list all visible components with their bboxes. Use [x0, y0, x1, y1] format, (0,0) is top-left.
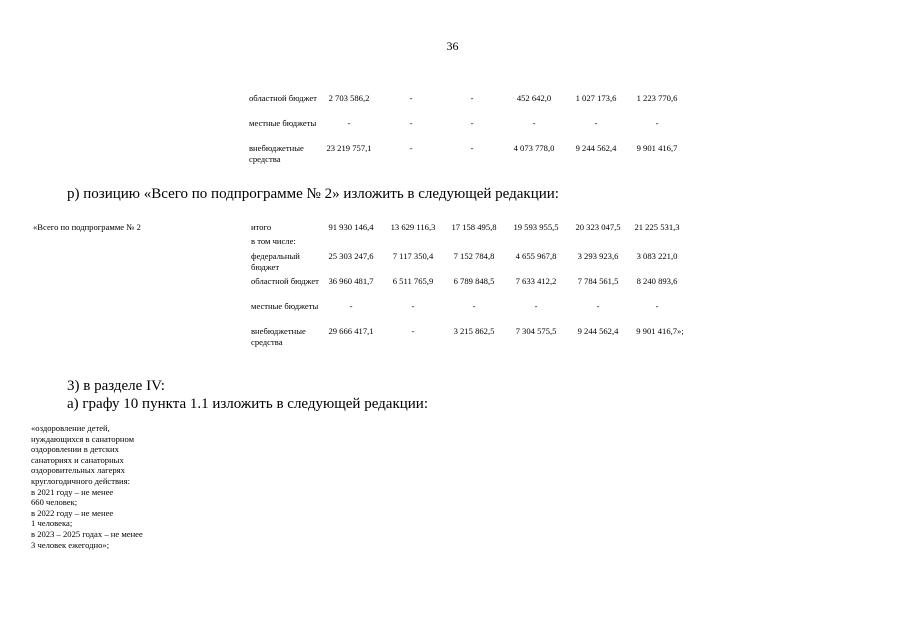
- cell-value: -: [409, 118, 413, 128]
- cell-value: 7 152 784,8: [453, 251, 495, 261]
- text-line: в 2022 году – не менее: [31, 507, 114, 518]
- paragraph-3: 3) в разделе IV:: [67, 378, 165, 394]
- cell-value: -: [532, 118, 536, 128]
- cell-value: 4 655 967,8: [515, 251, 557, 261]
- cell-value: 7 117 350,4: [392, 251, 434, 261]
- cell-value: 9 244 562,4: [577, 326, 619, 336]
- cell-value: 1 223 770,6: [636, 93, 678, 103]
- cell-value: -: [347, 118, 351, 128]
- cell-value: 23 219 757,1: [326, 143, 372, 153]
- row-label: итого: [251, 222, 272, 232]
- text-line: оздоровлении в детских: [31, 444, 119, 455]
- cell-value: 7 784 561,5: [577, 276, 619, 286]
- row-label: в том числе:: [251, 236, 296, 246]
- cell-value: -: [655, 301, 659, 311]
- row-label: областной бюджет: [249, 93, 317, 103]
- cell-value: 8 240 893,6: [636, 276, 678, 286]
- cell-value: 2 703 586,2: [328, 93, 370, 103]
- cell-value: -: [470, 143, 474, 153]
- cell-value: 7 304 575,5: [515, 326, 557, 336]
- page-number: 36: [446, 39, 459, 53]
- row-label: внебюджетные средства: [249, 143, 304, 164]
- cell-value: -: [472, 301, 476, 311]
- cell-value: 20 323 047,5: [575, 222, 621, 232]
- cell-value: -: [349, 301, 353, 311]
- cell-value: -: [596, 301, 600, 311]
- paragraph-r: р) позицию «Всего по подпрограмме № 2» изложить в следующей редакции:: [67, 186, 559, 202]
- text-line: круглогодичного действия:: [31, 475, 130, 486]
- column-10-text: [31, 423, 143, 550]
- cell-value: 19 593 955,5: [513, 222, 559, 232]
- cell-value: 3 083 221,0: [636, 251, 678, 261]
- cell-value: 9 244 562,4: [575, 143, 617, 153]
- cell-value: -: [594, 118, 598, 128]
- cell-value: 13 629 116,3: [390, 222, 436, 232]
- text-line: 3 человек ежегодно»;: [31, 539, 110, 550]
- text-line: «оздоровление детей,: [31, 423, 110, 433]
- row-label: федеральный бюджет: [251, 251, 300, 272]
- text-line: 1 человека;: [31, 518, 73, 529]
- text-line: оздоровительных лагерях: [31, 465, 125, 476]
- cell-value: 9 901 416,7: [636, 143, 678, 153]
- cell-value: 17 158 495,8: [451, 222, 497, 232]
- cell-value: 3 215 862,5: [453, 326, 495, 336]
- text-line: 660 человек;: [31, 497, 78, 508]
- cell-value: -: [411, 326, 415, 336]
- cell-value: 4 073 778,0: [513, 143, 555, 153]
- cell-value: -: [409, 143, 413, 153]
- cell-value: -: [470, 93, 474, 103]
- cell-value: 29 666 417,1: [328, 326, 374, 336]
- cell-value: -: [655, 118, 659, 128]
- cell-value: -: [411, 301, 415, 311]
- cell-value: 91 930 146,4: [328, 222, 374, 232]
- cell-value: 36 960 481,7: [328, 276, 374, 286]
- table-title: «Всего по подпрограмме № 2: [33, 222, 141, 232]
- cell-value: -: [409, 93, 413, 103]
- cell-value: 3 293 923,6: [577, 251, 619, 261]
- text-line: санаториях и санаторных: [31, 454, 124, 465]
- cell-value: 1 027 173,6: [575, 93, 617, 103]
- row-label: внебюджетные средства: [251, 326, 306, 347]
- cell-value: 452 642,0: [516, 93, 552, 103]
- row-label: местные бюджеты: [251, 301, 319, 311]
- cell-value: -: [534, 301, 538, 311]
- cell-value: 7 633 412,2: [515, 276, 557, 286]
- text-line: в 2021 году – не менее: [31, 486, 114, 497]
- cell-value: 25 303 247,6: [328, 251, 374, 261]
- text-line: нуждающихся в санаторном: [31, 433, 135, 444]
- row-label: областной бюджет: [251, 276, 319, 286]
- cell-value: 9 901 416,7»;: [636, 326, 684, 336]
- row-label: местные бюджеты: [249, 118, 317, 128]
- text-line: в 2023 – 2025 годах – не менее: [31, 528, 143, 539]
- cell-value: 21 225 531,3: [634, 222, 680, 232]
- cell-value: -: [470, 118, 474, 128]
- cell-value: 6 789 848,5: [453, 276, 495, 286]
- paragraph-a: а) графу 10 пункта 1.1 изложить в следующей редакции:: [67, 396, 428, 412]
- cell-value: 6 511 765,9: [392, 276, 434, 286]
